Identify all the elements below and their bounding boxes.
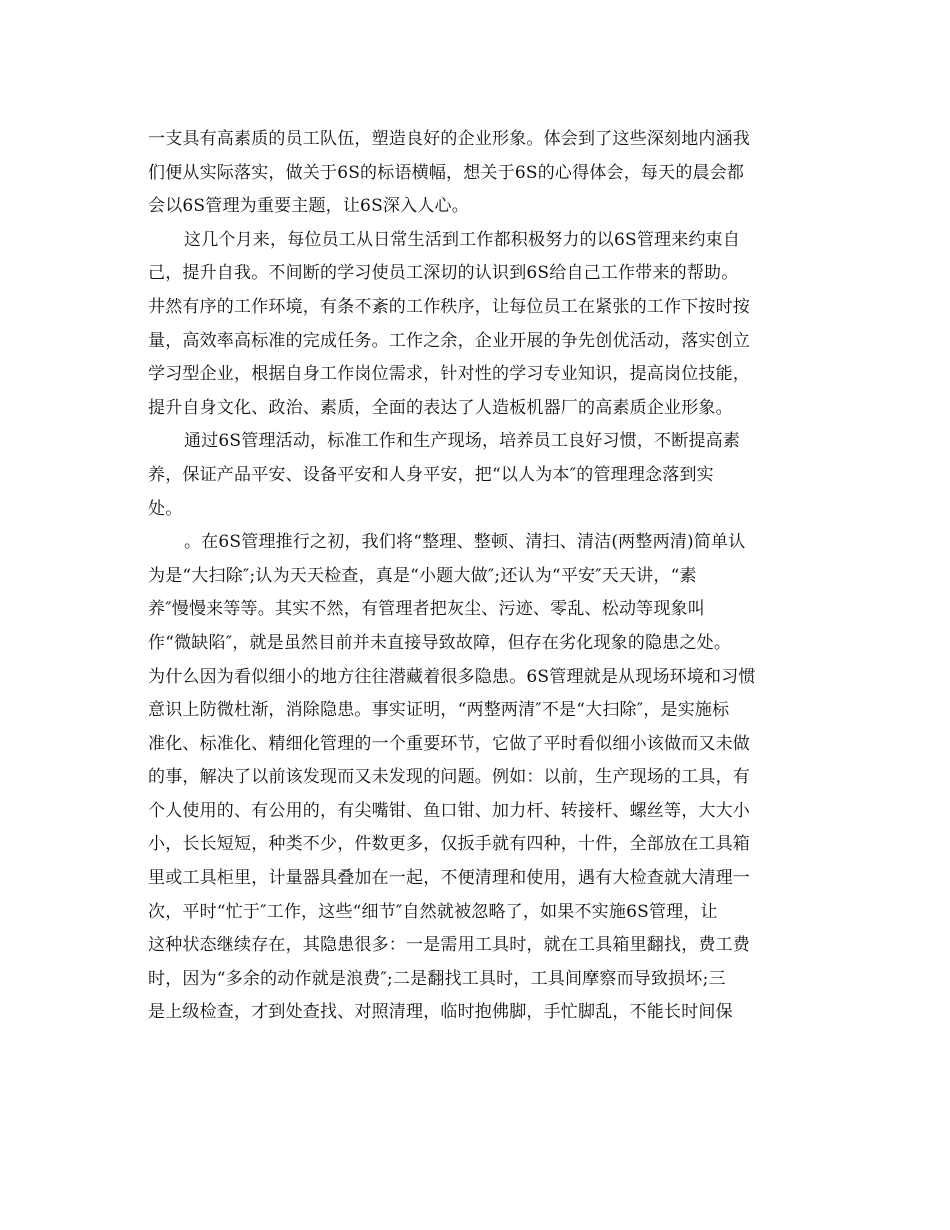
text-line: 们便从实际落实，做关于6S的标语横幅，想关于6S的心得体会，每天的晨会都	[148, 162, 745, 183]
text-line: 学习型企业，根据自身工作岗位需求，针对性的学习专业知识，提高岗位技能，	[148, 364, 750, 385]
text-line: 一支具有高素质的员工队伍，塑造良好的企业形象。体会到了这些深刻地内涵我	[148, 129, 750, 149]
text-line: 次，平时“忙于″工作，这些“细节″自然就被忽略了，如果不实施6S管理，让	[148, 901, 718, 922]
text-line: 的事，解决了以前该发现而又未发现的问题。例如：以前，生产现场的工具，有	[148, 767, 750, 788]
text-line: 这几个月来，每位员工从日常生活到工作都积极努力的以6S管理来约束自	[184, 229, 741, 250]
text-line: 作“微缺陷″，就是虽然目前并未直接导致故障，但存在劣化现象的隐患之处。	[148, 632, 732, 653]
text-line: 。在6S管理推行之初，我们将“整理、整顿、清扫、清洁(两整两清)简单认	[184, 532, 746, 553]
paragraph	[148, 224, 808, 426]
text-line: 时，因为“多余的动作就是浪费″;二是翻找工具时，工具间摩察而导致损坏;三	[148, 968, 726, 989]
text-line: 个人使用的、有公用的，有尖嘴钳、鱼口钳、加力杆、转接杆、螺丝等，大大小	[148, 800, 750, 821]
text-line: 是上级检查，才到处查找、对照清理，临时抱佛脚，手忙脚乱，不能长时间保	[148, 1002, 733, 1023]
text-line: 量，高效率高标准的完成任务。工作之余，企业开展的争先创优活动，落实创立	[148, 330, 750, 351]
text-line: 为什么因为看似细小的地方往往潜藏着很多隐患。6S管理就是从现场环境和习惯	[148, 666, 756, 687]
text-line: 己，提升自我。不间断的学习使员工深切的认识到6S给自己工作带来的帮助。	[148, 263, 739, 284]
text-line: 提升自身文化、政治、素质，全面的表达了人造板机器厂的高素质企业形象。	[148, 397, 733, 418]
text-line: 养″慢慢来等等。其实不然，有管理者把灰尘、污迹、零乱、松动等现象叫	[148, 599, 705, 620]
text-line: 意识上防微杜渐，消除隐患。事实证明，“两整两清″不是“大扫除″，是实施标	[148, 700, 730, 721]
text-line: 井然有序的工作环境，有条不紊的工作秩序，让每位员工在紧张的工作下按时按	[148, 296, 750, 317]
paragraph	[148, 123, 808, 224]
text-line: 处。	[148, 498, 183, 519]
text-line: 为是“大扫除″;认为天天检查，真是“小题大做″;还认为“平安″天天讲，“素	[148, 565, 697, 586]
document-body	[148, 123, 808, 1030]
text-line: 里或工具柜里，计量器具叠加在一起，不便清理和使用，遇有大检查就大清理一	[148, 868, 750, 889]
text-line: 这种状态继续存在，其隐患很多：一是需用工具时，就在工具箱里翻找，费工费	[148, 935, 750, 956]
text-line: 准化、标准化、精细化管理的一个重要环节，它做了平时看似细小该做而又未做	[148, 733, 750, 754]
text-line: 通过6S管理活动，标准工作和生产现场，培养员工良好习惯，不断提高素	[184, 431, 741, 452]
text-line: 小，长长短短，种类不少，件数更多，仅扳手就有四种，十件，全部放在工具箱	[148, 834, 750, 855]
paragraph	[148, 526, 808, 1030]
text-line: 会以6S管理为重要主题，让6S深入人心。	[148, 196, 469, 217]
paragraph	[148, 425, 808, 526]
text-line: 养，保证产品平安、设备平安和人身平安，把“以人为本″的管理理念落到实	[148, 464, 714, 485]
